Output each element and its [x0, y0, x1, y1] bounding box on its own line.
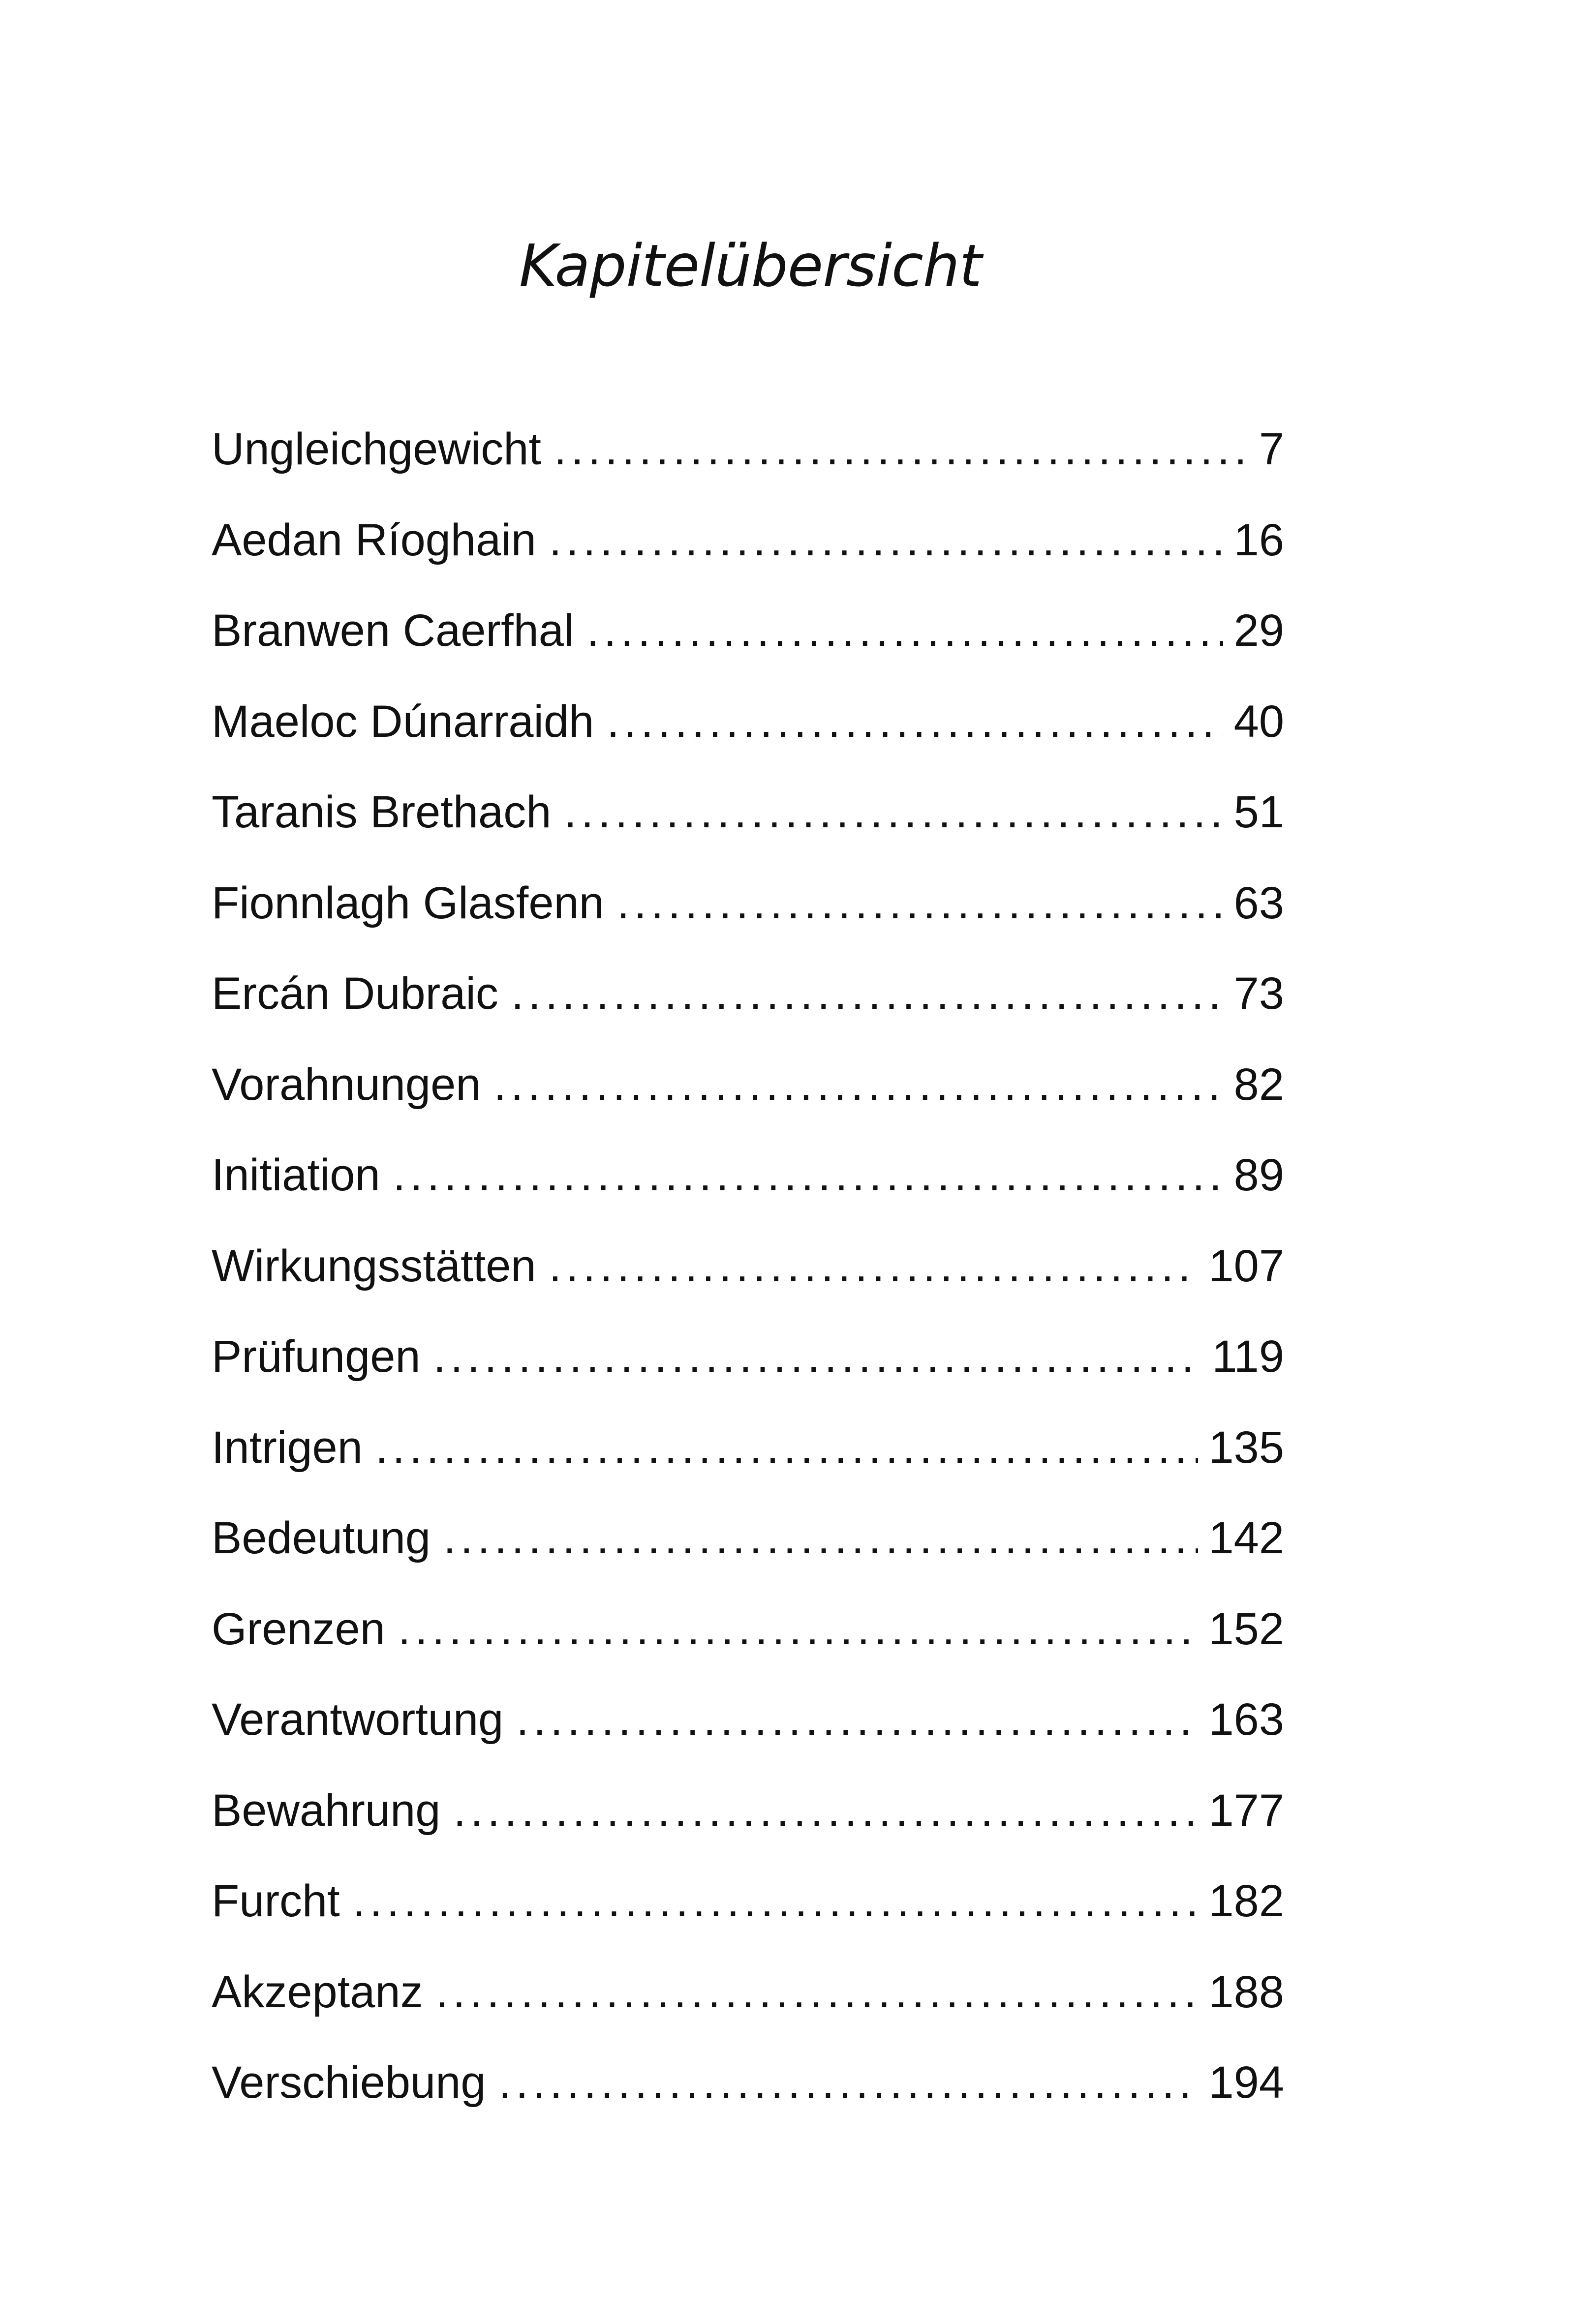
toc-entry: [212, 599, 1284, 690]
chapter-title: Verantwortung: [212, 1694, 504, 1745]
dot-leader: [433, 1325, 1201, 1388]
chapter-title: Grenzen: [212, 1603, 385, 1654]
chapter-title: Wirkungsstätten: [212, 1240, 536, 1291]
toc-entry: [212, 1416, 1284, 1507]
chapter-title: Intrigen: [212, 1422, 363, 1473]
dot-leader: [586, 599, 1223, 663]
toc-entry: [212, 871, 1284, 962]
toc-entry: [212, 508, 1284, 599]
toc-entry: [212, 1688, 1284, 1779]
toc-entry: [212, 962, 1284, 1053]
chapter-title: Bedeutung: [212, 1513, 431, 1563]
chapter-title: Branwen Caerfhal: [212, 605, 574, 656]
chapter-page-number: 16: [1233, 514, 1284, 565]
chapter-page-number: 188: [1208, 1966, 1284, 2017]
chapter-page-number: 63: [1233, 877, 1284, 928]
chapter-title: Verschiebung: [212, 2057, 486, 2108]
chapter-page-number: 73: [1233, 968, 1284, 1019]
toc-entry: [212, 690, 1284, 781]
chapter-title: Prüfungen: [212, 1331, 421, 1382]
chapter-page-number: 7: [1259, 424, 1284, 474]
chapter-page-number: 135: [1208, 1422, 1284, 1473]
chapter-title: Initiation: [212, 1150, 380, 1200]
dot-leader: [436, 1960, 1198, 2024]
chapter-page-number: 194: [1208, 2057, 1284, 2108]
toc-entry: [212, 1234, 1284, 1325]
dot-leader: [393, 1143, 1223, 1207]
dot-leader: [549, 1234, 1198, 1298]
chapter-page-number: 152: [1208, 1603, 1284, 1654]
table-of-contents: [212, 417, 1284, 2142]
dot-leader: [607, 690, 1223, 754]
chapter-page-number: 89: [1233, 1150, 1284, 1200]
dot-leader: [353, 1869, 1198, 1933]
toc-entry: [212, 1779, 1284, 1870]
chapter-title: Vorahnungen: [212, 1059, 481, 1110]
chapter-title: Maeloc Dúnarraidh: [212, 696, 594, 747]
chapter-title: Fionnlagh Glasfenn: [212, 877, 604, 928]
dot-leader: [511, 962, 1223, 1026]
toc-entry: [212, 1325, 1284, 1416]
chapter-page-number: 82: [1233, 1059, 1284, 1110]
page-title: Kapitelübersicht: [519, 232, 982, 300]
dot-leader: [443, 1506, 1198, 1570]
dot-leader: [549, 508, 1223, 572]
dot-leader: [453, 1779, 1198, 1842]
dot-leader: [398, 1597, 1198, 1661]
chapter-page-number: 182: [1208, 1876, 1284, 1926]
toc-entry: [212, 1960, 1284, 2051]
chapter-title: Bewahrung: [212, 1785, 441, 1836]
chapter-title: Taranis Brethach: [212, 787, 552, 837]
chapter-title: Furcht: [212, 1876, 340, 1926]
toc-entry: [212, 417, 1284, 508]
chapter-title: Ungleichgewicht: [212, 424, 541, 474]
toc-entry: [212, 1597, 1284, 1688]
toc-entry: [212, 1869, 1284, 1960]
toc-entry: [212, 1053, 1284, 1144]
chapter-page-number: 177: [1208, 1785, 1284, 1836]
toc-entry: [212, 1506, 1284, 1597]
chapter-title: Ercán Dubraic: [212, 968, 498, 1019]
chapter-page-number: 163: [1208, 1694, 1284, 1745]
dot-leader: [493, 1053, 1223, 1117]
chapter-page-number: 107: [1208, 1240, 1284, 1291]
dot-leader: [375, 1416, 1198, 1479]
chapter-page-number: 51: [1233, 787, 1284, 837]
dot-leader: [516, 1688, 1198, 1751]
dot-leader: [564, 780, 1223, 844]
chapter-title: Aedan Ríoghain: [212, 514, 536, 565]
chapter-page-number: 29: [1233, 605, 1284, 656]
toc-entry: [212, 2051, 1284, 2142]
chapter-title: Akzeptanz: [212, 1966, 423, 2017]
dot-leader: [499, 2051, 1198, 2114]
toc-entry: [212, 780, 1284, 871]
toc-entry: [212, 1143, 1284, 1234]
chapter-page-number: 40: [1233, 696, 1284, 747]
chapter-page-number: 119: [1212, 1331, 1284, 1382]
dot-leader: [554, 417, 1248, 481]
chapter-page-number: 142: [1208, 1513, 1284, 1563]
dot-leader: [617, 871, 1223, 935]
